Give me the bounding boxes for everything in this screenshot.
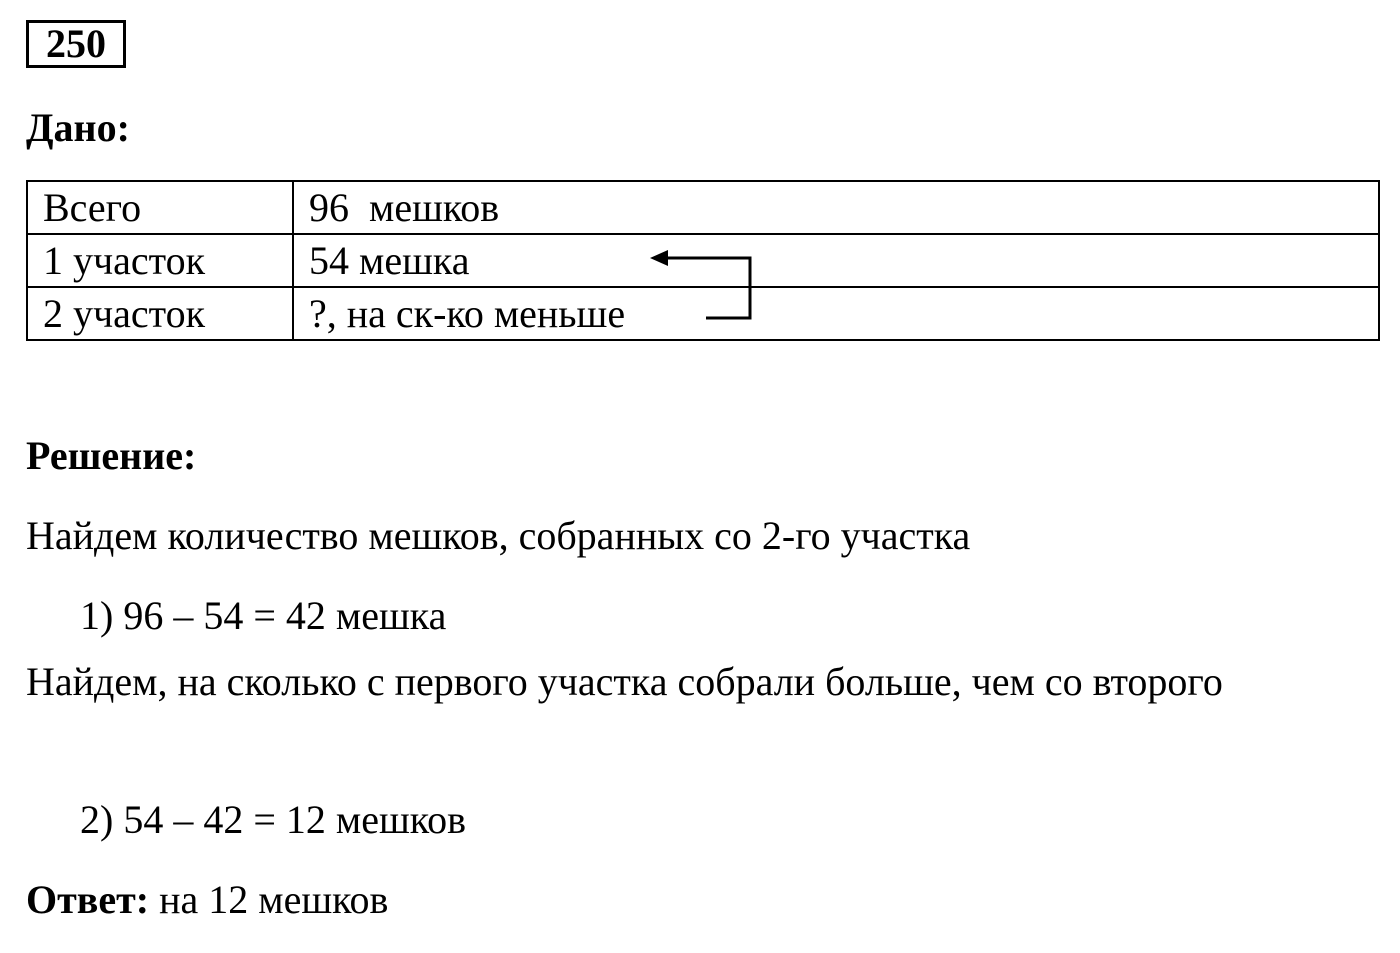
row-value: ?, на ск-ко меньше bbox=[293, 287, 1379, 340]
solution-intro-1: Найдем количество мешков, собранных со 2-го участка bbox=[26, 513, 971, 558]
row-label: Всего bbox=[27, 181, 293, 234]
given-heading: Дано: bbox=[26, 105, 130, 150]
given-table bbox=[26, 180, 1380, 341]
row-value: 54 мешка bbox=[293, 234, 1379, 287]
answer-label: Ответ: bbox=[26, 877, 150, 922]
table-row bbox=[27, 287, 1379, 340]
table-row bbox=[27, 234, 1379, 287]
answer-text: на 12 мешков bbox=[149, 877, 389, 922]
row-label: 1 участок bbox=[27, 234, 293, 287]
solution-step-1: 1) 96 – 54 = 42 мешка bbox=[80, 593, 447, 638]
solution-step-2: 2) 54 – 42 = 12 мешков bbox=[80, 797, 467, 842]
row-value: 96 мешков bbox=[293, 181, 1379, 234]
row-label: 2 участок bbox=[27, 287, 293, 340]
table-row bbox=[27, 181, 1379, 234]
solution-intro-2: Найдем, на сколько с первого участка собрали больше, чем со второго bbox=[26, 659, 1223, 704]
solution-heading: Решение: bbox=[26, 433, 197, 478]
task-number: 250 bbox=[26, 20, 126, 68]
answer-line bbox=[26, 872, 388, 928]
